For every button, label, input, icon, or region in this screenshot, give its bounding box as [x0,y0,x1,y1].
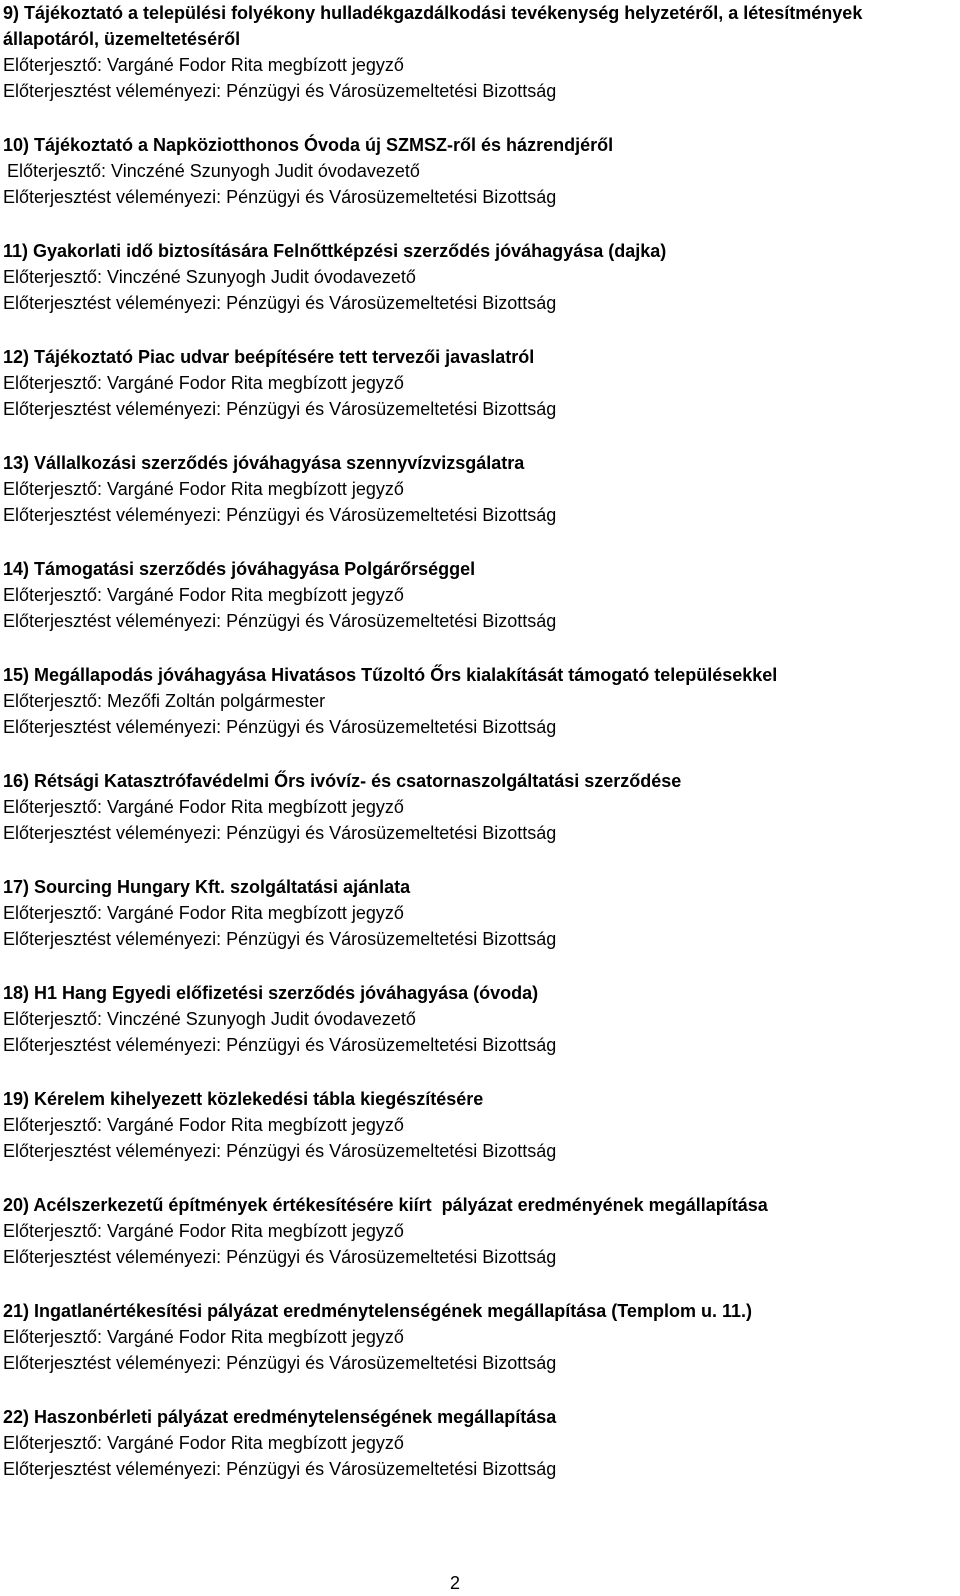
agenda-item-presenter: Előterjesztő: Vargáné Fodor Rita megbízott jegyző [3,1115,404,1135]
agenda-item-reviewer: Előterjesztést véleményezi: Pénzügyi és Városüzemeltetési Bizottság [3,187,557,207]
agenda-item-presenter: Előterjesztő: Vargáné Fodor Rita megbízott jegyző [3,585,404,605]
spacer [3,210,958,238]
agenda-item-19 [3,1086,958,1164]
agenda-item-reviewer: Előterjesztést véleményezi: Pénzügyi és Városüzemeltetési Bizottság [3,399,557,419]
agenda-item-presenter: Előterjesztő: Vargáné Fodor Rita megbízott jegyző [3,479,404,499]
agenda-item-presenter: Előterjesztő: Vargáné Fodor Rita megbízott jegyző [3,797,404,817]
spacer [3,1376,958,1404]
spacer [3,528,958,556]
agenda-item-presenter: Előterjesztő: Mezőfi Zoltán polgármester [3,691,326,711]
agenda-item-presenter: Előterjesztő: Vargáné Fodor Rita megbízott jegyző [3,373,404,393]
spacer [3,634,958,662]
spacer [3,1164,958,1192]
agenda-item-reviewer: Előterjesztést véleményezi: Pénzügyi és Városüzemeltetési Bizottság [3,293,557,313]
agenda-list [3,0,958,1482]
agenda-item-reviewer: Előterjesztést véleményezi: Pénzügyi és Városüzemeltetési Bizottság [3,1353,557,1373]
agenda-item-presenter: Előterjesztő: Vargáné Fodor Rita megbízott jegyző [3,1433,404,1453]
page-number: 2 [450,1573,461,1593]
agenda-item-presenter: Előterjesztő: Vargáné Fodor Rita megbízott jegyző [3,1221,404,1241]
agenda-item-reviewer: Előterjesztést véleményezi: Pénzügyi és Városüzemeltetési Bizottság [3,611,557,631]
agenda-item-14 [3,556,958,634]
agenda-item-reviewer: Előterjesztést véleményezi: Pénzügyi és Városüzemeltetési Bizottság [3,929,557,949]
agenda-item-title: 19) Kérelem kihelyezett közlekedési tábla kiegészítésére [3,1089,484,1109]
agenda-item-title: 12) Tájékoztató Piac udvar beépítésére tett tervezői javaslatról [3,347,535,367]
spacer [3,1058,958,1086]
agenda-item-title: 18) H1 Hang Egyedi előfizetési szerződés jóváhagyása (óvoda) [3,983,539,1003]
agenda-item-reviewer: Előterjesztést véleményezi: Pénzügyi és Városüzemeltetési Bizottság [3,823,557,843]
agenda-item-9 [3,0,958,104]
agenda-item-reviewer: Előterjesztést véleményezi: Pénzügyi és Városüzemeltetési Bizottság [3,81,557,101]
agenda-item-presenter: Előterjesztő: Vinczéné Szunyogh Judit óvodavezető [3,1009,416,1029]
spacer [3,1270,958,1298]
spacer [3,952,958,980]
agenda-item-12 [3,344,958,422]
agenda-item-title: 13) Vállalkozási szerződés jóváhagyása szennyvízvizsgálatra [3,453,525,473]
agenda-item-18 [3,980,958,1058]
agenda-item-reviewer: Előterjesztést véleményezi: Pénzügyi és Városüzemeltetési Bizottság [3,1247,557,1267]
agenda-item-21 [3,1298,958,1376]
spacer [3,740,958,768]
agenda-item-reviewer: Előterjesztést véleményezi: Pénzügyi és Városüzemeltetési Bizottság [3,505,557,525]
agenda-item-title: 11) Gyakorlati idő biztosítására Felnőttképzési szerződés jóváhagyása (dajka) [3,241,667,261]
agenda-item-title: 17) Sourcing Hungary Kft. szolgáltatási ajánlata [3,877,411,897]
agenda-item-reviewer: Előterjesztést véleményezi: Pénzügyi és Városüzemeltetési Bizottság [3,1459,557,1479]
agenda-item-10 [3,132,958,210]
agenda-item-reviewer: Előterjesztést véleményezi: Pénzügyi és Városüzemeltetési Bizottság [3,1141,557,1161]
agenda-item-presenter: Előterjesztő: Vargáné Fodor Rita megbízott jegyző [3,903,404,923]
agenda-item-20 [3,1192,958,1270]
agenda-item-11 [3,238,958,316]
spacer [3,104,958,132]
agenda-item-presenter: Előterjesztő: Vinczéné Szunyogh Judit óvodavezető [3,267,416,287]
agenda-item-reviewer: Előterjesztést véleményezi: Pénzügyi és Városüzemeltetési Bizottság [3,717,557,737]
agenda-item-title: 20) Acélszerkezetű építmények értékesítésére kiírt pályázat eredményének megállapítása [3,1195,768,1215]
agenda-item-title: 10) Tájékoztató a Napköziotthonos Óvoda új SZMSZ-ről és házrendjéről [3,135,614,155]
agenda-item-presenter: Előterjesztő: Vargáné Fodor Rita megbízott jegyző [3,1327,404,1347]
agenda-item-presenter: Előterjesztő: Vargáné Fodor Rita megbízott jegyző [3,55,404,75]
agenda-item-title: 22) Haszonbérleti pályázat eredménytelenségének megállapítása [3,1407,557,1427]
agenda-item-title: 21) Ingatlanértékesítési pályázat eredménytelenségének megállapítása (Templom u. 11.) [3,1301,752,1321]
agenda-item-22 [3,1404,958,1482]
spacer [3,422,958,450]
spacer [3,846,958,874]
agenda-item-title: 9) Tájékoztató a települési folyékony hulladékgazdálkodási tevékenység helyzetéről, a létesítmények állapotáról, üzemeltetéséről [3,3,863,49]
agenda-item-reviewer: Előterjesztést véleményezi: Pénzügyi és Városüzemeltetési Bizottság [3,1035,557,1055]
agenda-item-17 [3,874,958,952]
agenda-item-title: 14) Támogatási szerződés jóváhagyása Polgárőrséggel [3,559,476,579]
agenda-item-16 [3,768,958,846]
agenda-item-13 [3,450,958,528]
spacer [3,316,958,344]
agenda-item-title: 15) Megállapodás jóváhagyása Hivatásos Tűzoltó Őrs kialakítását támogató településekkel [3,665,778,685]
agenda-item-15 [3,662,958,740]
agenda-item-title: 16) Rétsági Katasztrófavédelmi Őrs ivóvíz- és csatornaszolgáltatási szerződése [3,771,682,791]
agenda-item-presenter: Előterjesztő: Vinczéné Szunyogh Judit óvodavezető [7,161,420,181]
